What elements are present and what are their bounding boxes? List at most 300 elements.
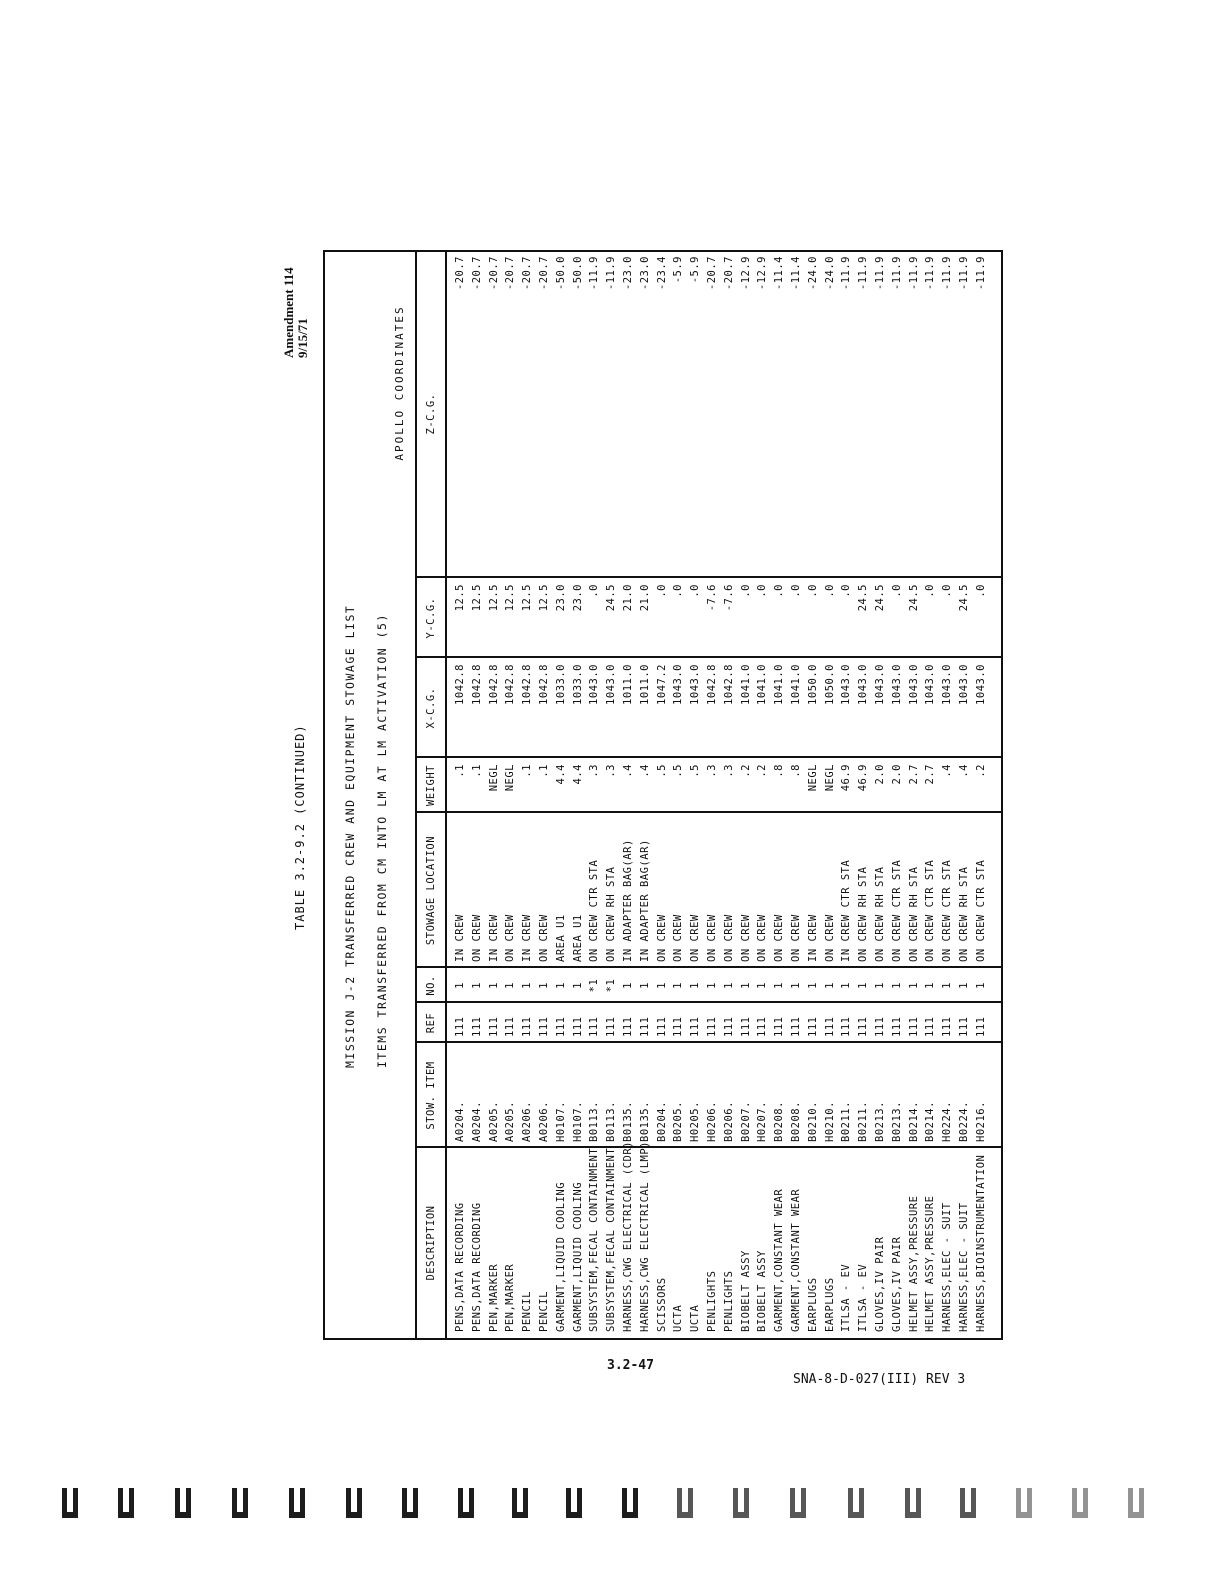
film-edge-mark: [622, 1488, 638, 1518]
cell-x-cg: 1043.0: [605, 664, 618, 705]
cell-ref: 111: [840, 1016, 853, 1037]
cell-ref: 111: [521, 1016, 534, 1037]
column-divider: [415, 756, 1001, 758]
table-header: [325, 252, 415, 1338]
cell-description: GLOVES,IV PAIR: [874, 1236, 886, 1332]
cell-z-cg: -11.4: [790, 256, 802, 291]
cell-description: ITLSA - EV: [840, 1263, 853, 1332]
cell-x-cg: 1042.8: [454, 664, 466, 705]
cell-ref: 111: [571, 1016, 584, 1037]
cell-ref: 111: [622, 1016, 634, 1037]
cell-y-cg: 12.5: [504, 584, 517, 612]
cell-description: EARPLUGS: [823, 1277, 836, 1332]
cell-description: PEN,MARKER: [504, 1263, 517, 1332]
film-edge-mark: [960, 1488, 976, 1518]
cell-weight: .3: [706, 764, 718, 778]
film-edge-mark: [790, 1488, 806, 1518]
cell-description: GARMENT,CONSTANT WEAR: [773, 1188, 786, 1332]
cell-ref: 111: [588, 1016, 601, 1037]
cell-stow-item: B0113.: [605, 1101, 618, 1142]
cell-ref: 111: [470, 1016, 483, 1037]
cell-ref: 111: [722, 1016, 735, 1037]
cell-stowage-location: AREA U1: [571, 914, 584, 962]
cell-z-cg: -11.9: [588, 256, 601, 291]
cell-y-cg: 23.0: [571, 584, 584, 612]
cell-stowage-location: ON CREW CTR STA: [588, 859, 601, 962]
cell-description: HARNESS,CWG ELECTRICAL (LMP): [638, 1140, 651, 1332]
cell-number: 1: [790, 982, 802, 989]
cell-stowage-location: IN CREW: [521, 914, 534, 962]
film-edge-mark: [1128, 1488, 1144, 1518]
cell-description: BIOBELT ASSY: [756, 1250, 769, 1332]
cell-z-cg: -20.7: [454, 256, 466, 291]
cell-x-cg: 1041.0: [739, 664, 752, 705]
cell-description: GLOVES,IV PAIR: [890, 1236, 903, 1332]
cell-weight: NEGL: [487, 764, 500, 792]
amendment-stamp: [282, 267, 310, 358]
cell-stow-item: B0210.: [806, 1101, 819, 1142]
cell-z-cg: -11.9: [874, 256, 886, 291]
cell-stow-item: H0210.: [823, 1101, 836, 1142]
cell-x-cg: 1041.0: [756, 664, 769, 705]
film-edge-mark: [232, 1488, 248, 1518]
film-edge-mark: [175, 1488, 191, 1518]
cell-y-cg: 12.5: [487, 584, 500, 612]
cell-stow-item: A0205.: [504, 1101, 517, 1142]
cell-stow-item: A0205.: [487, 1101, 500, 1142]
cell-z-cg: -11.9: [941, 256, 954, 291]
cell-number: 1: [722, 982, 735, 989]
cell-x-cg: 1043.0: [588, 664, 601, 705]
cell-y-cg: .0: [823, 584, 836, 598]
cell-y-cg: 23.0: [554, 584, 567, 612]
cell-ref: 111: [739, 1016, 752, 1037]
col-header-z-cg: Z-C.G.: [415, 250, 445, 578]
cell-ref: 111: [890, 1016, 903, 1037]
cell-y-cg: 12.5: [538, 584, 550, 612]
cell-description: PENCIL: [521, 1291, 534, 1332]
cell-stowage-location: ON CREW: [504, 914, 517, 962]
column-divider: [415, 576, 1001, 578]
cell-weight: 2.0: [874, 764, 886, 785]
cell-y-cg: .0: [790, 584, 802, 598]
cell-x-cg: 1043.0: [672, 664, 685, 705]
cell-stowage-location: ON CREW: [706, 914, 718, 962]
cell-x-cg: 1043.0: [689, 664, 702, 705]
cell-stowage-location: ON CREW: [655, 914, 668, 962]
cell-stowage-location: IN CREW: [806, 914, 819, 962]
cell-number: 1: [924, 982, 937, 989]
cell-y-cg: -7.6: [722, 584, 735, 612]
cell-stowage-location: ON CREW: [470, 914, 483, 962]
film-edge-mark: [1016, 1488, 1032, 1518]
cell-description: EARPLUGS: [806, 1277, 819, 1332]
cell-weight: NEGL: [504, 764, 517, 792]
cell-x-cg: 1043.0: [840, 664, 853, 705]
cell-ref: 111: [605, 1016, 618, 1037]
cell-weight: 4.4: [554, 764, 567, 785]
cell-description: GARMENT,CONSTANT WEAR: [790, 1188, 802, 1332]
cell-ref: 111: [504, 1016, 517, 1037]
cell-stow-item: B0208.: [790, 1101, 802, 1142]
film-edge-mark: [1072, 1488, 1088, 1518]
header-separator: [445, 252, 447, 1338]
cell-number: 1: [521, 982, 534, 989]
cell-number: 1: [689, 982, 702, 989]
cell-stow-item: H0107.: [571, 1101, 584, 1142]
cell-y-cg: 24.5: [907, 584, 920, 612]
cell-ref: 111: [806, 1016, 819, 1037]
cell-x-cg: 1043.0: [958, 664, 970, 705]
cell-ref: 111: [538, 1016, 550, 1037]
cell-stowage-location: IN CREW CTR STA: [840, 859, 853, 962]
col-header-stowage-location: STOWAGE LOCATION: [415, 813, 445, 968]
cell-y-cg: .0: [756, 584, 769, 598]
cell-description: PENCIL: [538, 1291, 550, 1332]
cell-stow-item: A0206.: [521, 1101, 534, 1142]
cell-y-cg: .0: [806, 584, 819, 598]
cell-stowage-location: ON CREW RH STA: [907, 866, 920, 962]
cell-weight: .3: [588, 764, 601, 778]
cell-ref: 111: [672, 1016, 685, 1037]
cell-number: 1: [622, 982, 634, 989]
cell-number: 1: [655, 982, 668, 989]
cell-stowage-location: IN ADAPTER BAG(AR): [638, 839, 651, 962]
cell-y-cg: 21.0: [638, 584, 651, 612]
cell-description: HELMET ASSY,PRESSURE: [907, 1195, 920, 1332]
cell-stow-item: A0204.: [454, 1101, 466, 1142]
cell-ref: 111: [941, 1016, 954, 1037]
cell-stowage-location: ON CREW: [538, 914, 550, 962]
cell-weight: .1: [538, 764, 550, 778]
cell-ref: 111: [487, 1016, 500, 1037]
cell-stow-item: B0214.: [907, 1101, 920, 1142]
cell-weight: NEGL: [823, 764, 836, 792]
cell-y-cg: .0: [890, 584, 903, 598]
cell-x-cg: 1011.0: [622, 664, 634, 705]
cell-z-cg: -50.0: [554, 256, 567, 291]
cell-z-cg: -11.9: [890, 256, 903, 291]
film-edge-mark: [289, 1488, 305, 1518]
cell-x-cg: 1042.8: [504, 664, 517, 705]
cell-y-cg: .0: [840, 584, 853, 598]
cell-y-cg: 12.5: [470, 584, 483, 612]
cell-stow-item: H0207.: [756, 1101, 769, 1142]
cell-weight: .3: [722, 764, 735, 778]
cell-y-cg: .0: [655, 584, 668, 598]
cell-x-cg: 1043.0: [857, 664, 870, 705]
cell-z-cg: -5.9: [689, 256, 702, 284]
cell-x-cg: 1050.0: [823, 664, 836, 705]
cell-z-cg: -11.4: [773, 256, 786, 291]
cell-weight: .5: [672, 764, 685, 778]
cell-z-cg: -20.7: [538, 256, 550, 291]
cell-z-cg: -12.9: [756, 256, 769, 291]
cell-z-cg: -23.0: [638, 256, 651, 291]
cell-ref: 111: [655, 1016, 668, 1037]
cell-number: 1: [571, 982, 584, 989]
film-edge-mark: [733, 1488, 749, 1518]
cell-x-cg: 1041.0: [773, 664, 786, 705]
cell-ref: 111: [706, 1016, 718, 1037]
cell-number: 1: [672, 982, 685, 989]
cell-stowage-location: ON CREW RH STA: [958, 866, 970, 962]
cell-weight: 2.0: [890, 764, 903, 785]
cell-ref: 111: [790, 1016, 802, 1037]
table-number-title: TABLE 3.2-9.2 (CONTINUED): [293, 724, 307, 930]
cell-number: 1: [470, 982, 483, 989]
cell-z-cg: -20.7: [521, 256, 534, 291]
cell-weight: .2: [756, 764, 769, 778]
cell-x-cg: 1043.0: [941, 664, 954, 705]
cell-z-cg: -11.9: [924, 256, 937, 291]
cell-stow-item: B0224.: [958, 1101, 970, 1142]
cell-y-cg: .0: [974, 584, 987, 598]
cell-stowage-location: AREA U1: [554, 914, 567, 962]
cell-description: HARNESS,CWG ELECTRICAL (CDR): [622, 1140, 634, 1332]
cell-z-cg: -20.7: [504, 256, 517, 291]
cell-z-cg: -5.9: [672, 256, 685, 284]
col-header-y-cg: Y-C.G.: [415, 578, 445, 658]
cell-stowage-location: ON CREW CTR STA: [890, 859, 903, 962]
cell-z-cg: -23.0: [622, 256, 634, 291]
cell-number: 1: [739, 982, 752, 989]
cell-number: 1: [487, 982, 500, 989]
column-divider: [415, 966, 1001, 968]
cell-number: 1: [907, 982, 920, 989]
cell-stowage-location: ON CREW: [823, 914, 836, 962]
cell-y-cg: .0: [941, 584, 954, 598]
cell-description: PEN,MARKER: [487, 1263, 500, 1332]
col-header-description: DESCRIPTION: [415, 1148, 445, 1338]
film-edge-mark: [905, 1488, 921, 1518]
cell-stowage-location: ON CREW CTR STA: [974, 859, 987, 962]
film-edge-mark: [346, 1488, 362, 1518]
cell-stowage-location: ON CREW: [689, 914, 702, 962]
cell-weight: .1: [454, 764, 466, 778]
document-id: SNA-8-D-027(III) REV 3: [793, 1372, 966, 1387]
cell-stowage-location: IN ADAPTER BAG(AR): [622, 839, 634, 962]
cell-x-cg: 1041.0: [790, 664, 802, 705]
cell-description: SUBSYSTEM,FECAL CONTAINMENT: [605, 1147, 618, 1332]
cell-number: *1: [588, 978, 601, 993]
cell-x-cg: 1042.8: [538, 664, 550, 705]
cell-description: BIOBELT ASSY: [739, 1250, 752, 1332]
cell-x-cg: 1042.8: [487, 664, 500, 705]
cell-number: 1: [756, 982, 769, 989]
cell-stowage-location: ON CREW: [739, 914, 752, 962]
cell-z-cg: -20.7: [722, 256, 735, 291]
cell-stow-item: H0216.: [974, 1101, 987, 1142]
cell-x-cg: 1042.8: [706, 664, 718, 705]
cell-z-cg: -11.9: [857, 256, 870, 291]
cell-weight: .1: [521, 764, 534, 778]
cell-stowage-location: IN CREW: [454, 914, 466, 962]
cell-number: 1: [890, 982, 903, 989]
cell-description: HARNESS,BIOINSTRUMENTATION: [974, 1154, 987, 1332]
col-header-number: NO.: [415, 968, 445, 1003]
cell-stowage-location: ON CREW RH STA: [874, 866, 886, 962]
column-divider: [415, 656, 1001, 658]
col-header-stow-item: STOW. ITEM: [415, 1043, 445, 1148]
cell-stow-item: B0211.: [840, 1101, 853, 1142]
col-header-x-cg: X-C.G.: [415, 658, 445, 758]
cell-stowage-location: ON CREW: [722, 914, 735, 962]
column-divider: [415, 1146, 1001, 1148]
cell-number: 1: [538, 982, 550, 989]
cell-y-cg: .0: [739, 584, 752, 598]
coordinates-group-header: APOLLO COORDINATES: [393, 305, 406, 461]
cell-z-cg: -20.7: [470, 256, 483, 291]
cell-y-cg: 24.5: [857, 584, 870, 612]
cell-description: SUBSYSTEM,FECAL CONTAINMENT: [588, 1147, 601, 1332]
cell-x-cg: 1043.0: [907, 664, 920, 705]
stowage-table-rotated: [323, 250, 1003, 1340]
table-title-line1: MISSION J-2 TRANSFERRED CREW AND EQUIPMENT STOWAGE LIST: [343, 604, 357, 1068]
col-header-ref: REF: [415, 1003, 445, 1043]
cell-z-cg: -20.7: [706, 256, 718, 291]
cell-description: GARMENT,LIQUID COOLING: [571, 1181, 584, 1332]
cell-y-cg: .0: [588, 584, 601, 598]
cell-description: HARNESS,ELEC - SUIT: [941, 1202, 954, 1332]
cell-ref: 111: [974, 1016, 987, 1037]
cell-description: PENLIGHTS: [722, 1270, 735, 1332]
cell-weight: .2: [739, 764, 752, 778]
cell-stow-item: H0206.: [706, 1101, 718, 1142]
cell-stowage-location: IN CREW: [487, 914, 500, 962]
cell-y-cg: 21.0: [622, 584, 634, 612]
cell-y-cg: 24.5: [958, 584, 970, 612]
cell-stow-item: B0204.: [655, 1101, 668, 1142]
cell-stowage-location: ON CREW RH STA: [605, 866, 618, 962]
cell-x-cg: 1033.0: [554, 664, 567, 705]
cell-stow-item: H0107.: [554, 1101, 567, 1142]
cell-x-cg: 1042.8: [722, 664, 735, 705]
cell-description: PENS,DATA RECORDING: [454, 1202, 466, 1332]
cell-x-cg: 1043.0: [924, 664, 937, 705]
cell-z-cg: -11.9: [605, 256, 618, 291]
cell-weight: .2: [974, 764, 987, 778]
cell-ref: 111: [823, 1016, 836, 1037]
cell-x-cg: 1050.0: [806, 664, 819, 705]
cell-ref: 111: [638, 1016, 651, 1037]
cell-number: 1: [823, 982, 836, 989]
cell-weight: 4.4: [571, 764, 584, 785]
cell-z-cg: -11.9: [974, 256, 987, 291]
cell-weight: .4: [941, 764, 954, 778]
cell-stow-item: A0206.: [538, 1101, 550, 1142]
cell-y-cg: .0: [924, 584, 937, 598]
cell-number: 1: [554, 982, 567, 989]
table-title-line2: ITEMS TRANSFERRED FROM CM INTO LM AT LM ACTIVATION (5): [375, 613, 389, 1068]
amendment-label: Amendment 114: [281, 267, 296, 358]
cell-stow-item: H0224.: [941, 1101, 954, 1142]
cell-x-cg: 1043.0: [974, 664, 987, 705]
cell-number: 1: [857, 982, 870, 989]
cell-weight: NEGL: [806, 764, 819, 792]
cell-weight: .5: [655, 764, 668, 778]
cell-weight: .4: [638, 764, 651, 778]
cell-z-cg: -11.9: [907, 256, 920, 291]
cell-description: UCTA: [672, 1304, 685, 1332]
cell-weight: .1: [470, 764, 483, 778]
film-edge-mark: [512, 1488, 528, 1518]
cell-number: 1: [504, 982, 517, 989]
cell-z-cg: -24.0: [823, 256, 836, 291]
cell-weight: 46.9: [840, 764, 853, 792]
cell-weight: .4: [958, 764, 970, 778]
cell-stowage-location: ON CREW: [773, 914, 786, 962]
cell-z-cg: -12.9: [739, 256, 752, 291]
cell-stow-item: B0214.: [924, 1101, 937, 1142]
cell-weight: 2.7: [907, 764, 920, 785]
cell-number: 1: [874, 982, 886, 989]
cell-y-cg: 12.5: [521, 584, 534, 612]
cell-description: PENLIGHTS: [706, 1270, 718, 1332]
amendment-date: 9/15/71: [295, 318, 310, 358]
cell-ref: 111: [907, 1016, 920, 1037]
cell-ref: 111: [554, 1016, 567, 1037]
cell-description: HARNESS,ELEC - SUIT: [958, 1202, 970, 1332]
cell-stow-item: B0208.: [773, 1101, 786, 1142]
cell-ref: 111: [689, 1016, 702, 1037]
cell-x-cg: 1043.0: [874, 664, 886, 705]
film-edge-mark: [402, 1488, 418, 1518]
cell-x-cg: 1033.0: [571, 664, 584, 705]
cell-description: SCISSORS: [655, 1277, 668, 1332]
cell-y-cg: .0: [672, 584, 685, 598]
cell-weight: .3: [605, 764, 618, 778]
cell-number: 1: [840, 982, 853, 989]
cell-ref: 111: [454, 1016, 466, 1037]
cell-y-cg: -7.6: [706, 584, 718, 612]
cell-y-cg: 24.5: [874, 584, 886, 612]
cell-weight: .4: [622, 764, 634, 778]
cell-weight: 2.7: [924, 764, 937, 785]
cell-y-cg: .0: [773, 584, 786, 598]
page-number: 3.2-47: [607, 1358, 654, 1373]
col-header-weight: WEIGHT: [415, 758, 445, 813]
cell-z-cg: -24.0: [806, 256, 819, 291]
cell-x-cg: 1042.8: [470, 664, 483, 705]
cell-z-cg: -20.7: [487, 256, 500, 291]
cell-stowage-location: ON CREW: [756, 914, 769, 962]
cell-y-cg: 24.5: [605, 584, 618, 612]
cell-weight: .8: [790, 764, 802, 778]
cell-number: 1: [806, 982, 819, 989]
cell-number: 1: [773, 982, 786, 989]
cell-y-cg: 12.5: [454, 584, 466, 612]
cell-description: UCTA: [689, 1304, 702, 1332]
film-edge-mark: [458, 1488, 474, 1518]
cell-stow-item: H0205.: [689, 1101, 702, 1142]
cell-stow-item: B0113.: [588, 1101, 601, 1142]
cell-number: 1: [706, 982, 718, 989]
cell-stow-item: B0213.: [874, 1101, 886, 1142]
column-divider: [415, 1041, 1001, 1043]
cell-stow-item: B0207.: [739, 1101, 752, 1142]
cell-stow-item: A0204.: [470, 1101, 483, 1142]
film-edge-mark: [677, 1488, 693, 1518]
film-edge-mark: [118, 1488, 134, 1518]
cell-weight: .5: [689, 764, 702, 778]
cell-stow-item: B0135.: [622, 1101, 634, 1142]
cell-weight: 46.9: [857, 764, 870, 792]
cell-description: HELMET ASSY,PRESSURE: [924, 1195, 937, 1332]
cell-ref: 111: [756, 1016, 769, 1037]
cell-description: ITLSA - EV: [857, 1263, 870, 1332]
cell-ref: 111: [958, 1016, 970, 1037]
